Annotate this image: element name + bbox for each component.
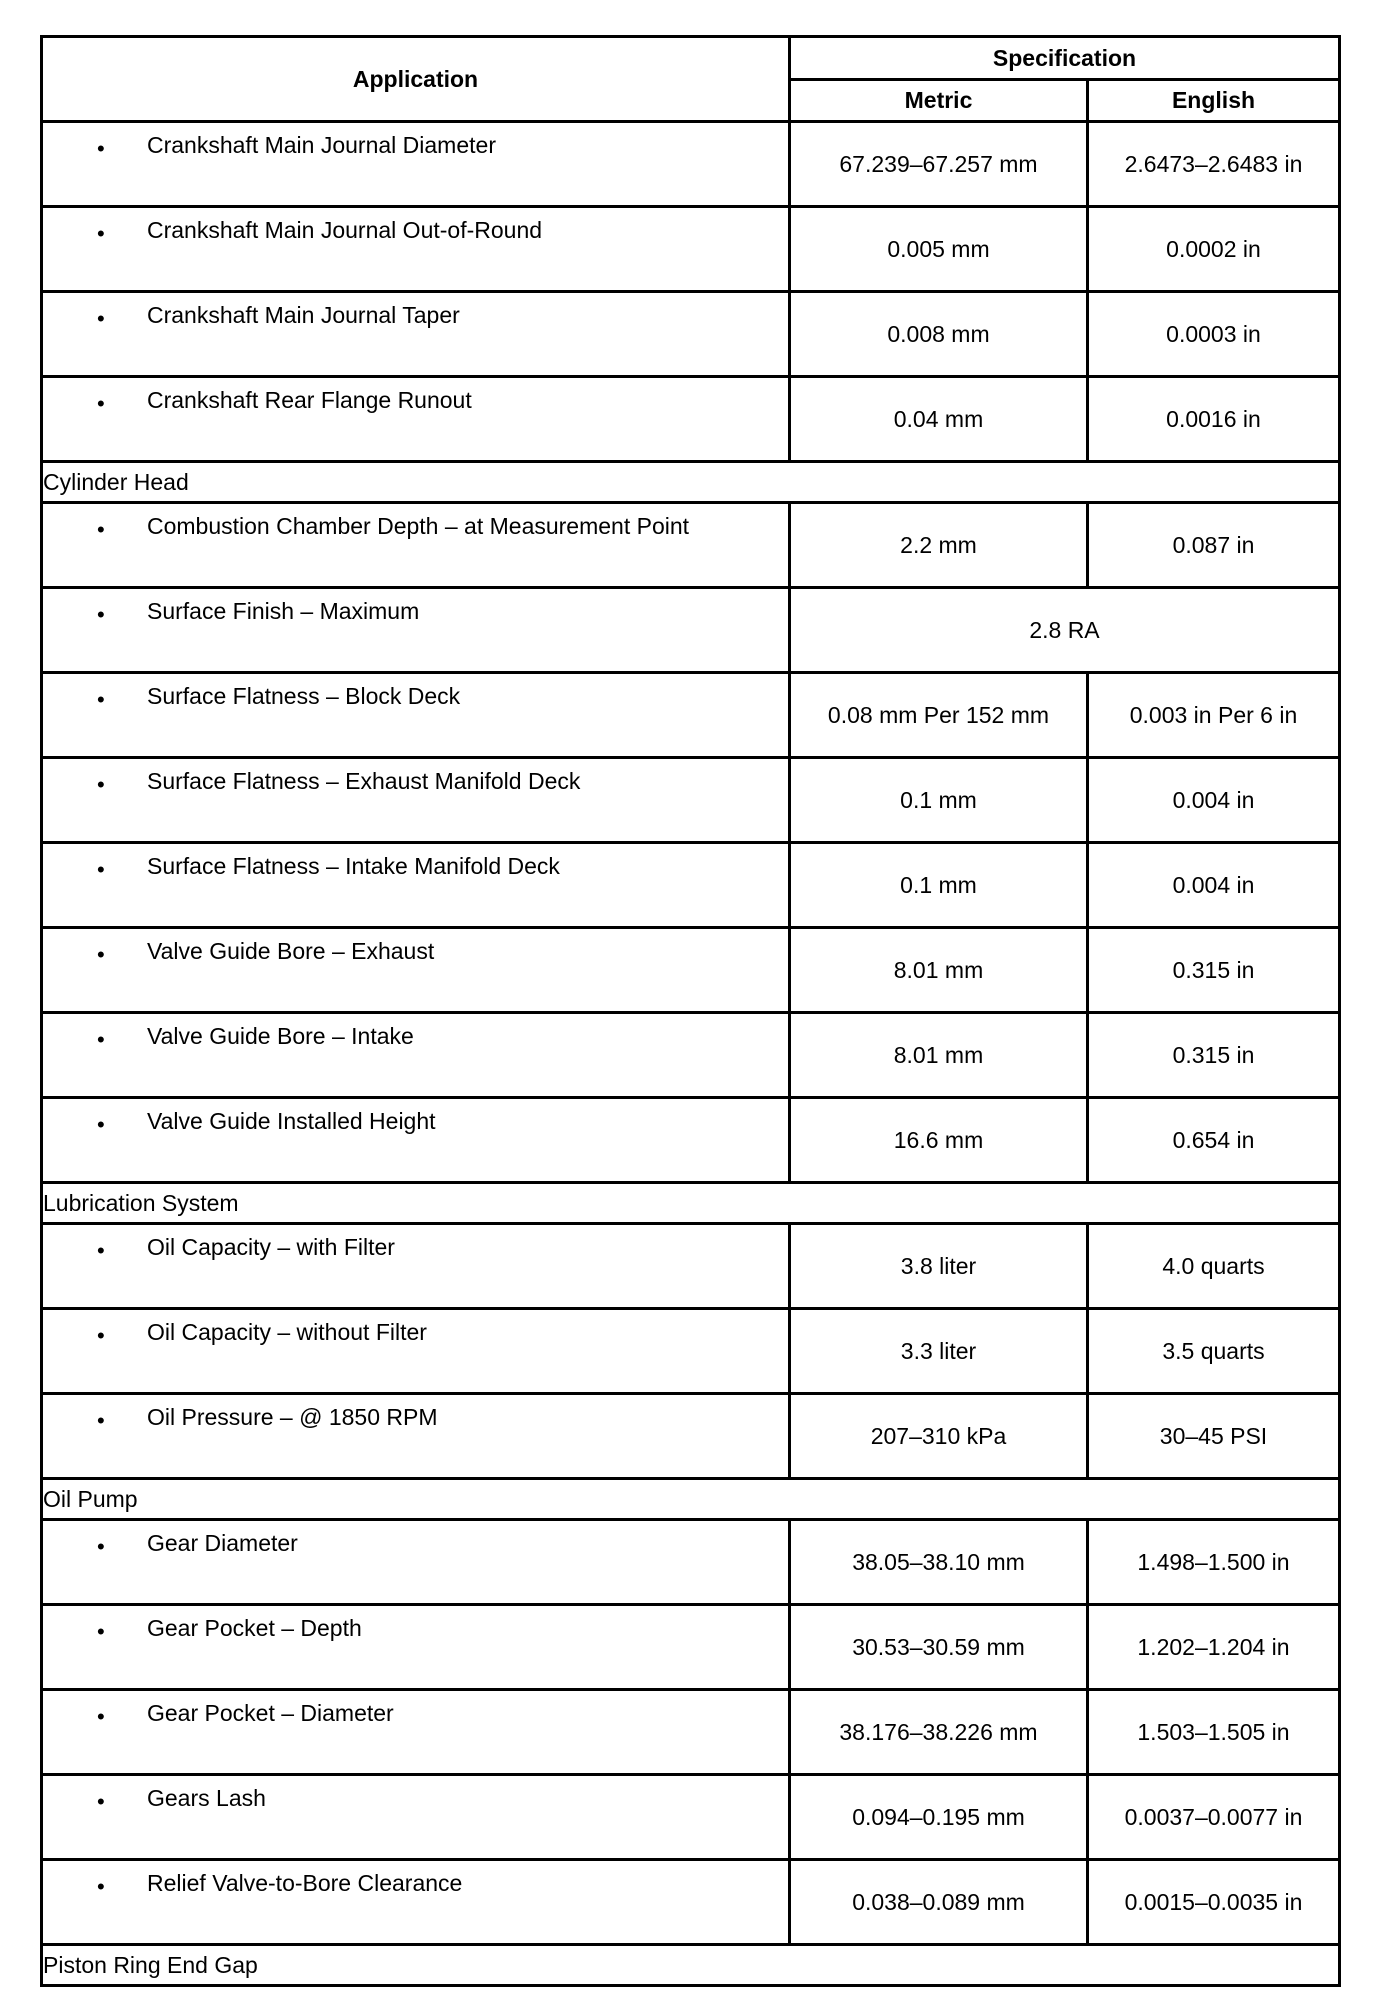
application-label: Crankshaft Main Journal Diameter (147, 132, 496, 158)
section-heading: Oil Pump (42, 1479, 1340, 1520)
table-body (42, 122, 1340, 1986)
table-header (42, 37, 1340, 122)
bullet-icon: • (97, 391, 105, 416)
english-cell: 0.087 in (1088, 503, 1340, 588)
table-row (42, 1860, 1340, 1945)
application-label: Oil Capacity – with Filter (147, 1234, 395, 1260)
table-row (42, 673, 1340, 758)
table-row (42, 1309, 1340, 1394)
table-row (42, 207, 1340, 292)
table-row (42, 1098, 1340, 1183)
bullet-icon: • (97, 942, 105, 967)
application-label: Surface Finish – Maximum (147, 598, 420, 624)
metric-cell: 0.038–0.089 mm (790, 1860, 1088, 1945)
application-cell (42, 292, 790, 377)
english-cell: 3.5 quarts (1088, 1309, 1340, 1394)
english-cell: 0.0037–0.0077 in (1088, 1775, 1340, 1860)
metric-cell: 0.1 mm (790, 758, 1088, 843)
english-cell: 0.315 in (1088, 928, 1340, 1013)
application-cell (42, 1860, 790, 1945)
english-cell: 0.004 in (1088, 758, 1340, 843)
metric-cell: 3.8 liter (790, 1224, 1088, 1309)
bullet-icon: • (97, 306, 105, 331)
english-header: English (1088, 80, 1340, 122)
application-cell (42, 1224, 790, 1309)
bullet-icon: • (97, 1408, 105, 1433)
application-label: Relief Valve-to-Bore Clearance (147, 1870, 463, 1896)
english-cell: 0.0003 in (1088, 292, 1340, 377)
english-cell: 0.0015–0.0035 in (1088, 1860, 1340, 1945)
application-cell (42, 1605, 790, 1690)
metric-cell: 16.6 mm (790, 1098, 1088, 1183)
bullet-icon: • (97, 1704, 105, 1729)
bullet-icon: • (97, 1323, 105, 1348)
table-row (42, 122, 1340, 207)
application-cell (42, 503, 790, 588)
bullet-icon: • (97, 1238, 105, 1263)
table-row (42, 928, 1340, 1013)
table-row (42, 588, 1340, 673)
metric-cell: 8.01 mm (790, 928, 1088, 1013)
english-cell: 4.0 quarts (1088, 1224, 1340, 1309)
table-row (42, 1520, 1340, 1605)
section-heading: Piston Ring End Gap (42, 1945, 1340, 1986)
metric-cell: 38.05–38.10 mm (790, 1520, 1088, 1605)
table-row (42, 1013, 1340, 1098)
table-row (42, 1224, 1340, 1309)
metric-cell: 8.01 mm (790, 1013, 1088, 1098)
application-label: Crankshaft Rear Flange Runout (147, 387, 472, 413)
bullet-icon: • (97, 1619, 105, 1644)
bullet-icon: • (97, 1874, 105, 1899)
section-row (42, 1945, 1340, 1986)
application-label: Oil Pressure – @ 1850 RPM (147, 1404, 438, 1430)
metric-cell: 38.176–38.226 mm (790, 1690, 1088, 1775)
bullet-icon: • (97, 517, 105, 542)
application-label: Gear Diameter (147, 1530, 298, 1556)
application-label: Oil Capacity – without Filter (147, 1319, 427, 1345)
application-label: Valve Guide Installed Height (147, 1108, 436, 1134)
english-cell: 0.654 in (1088, 1098, 1340, 1183)
application-cell (42, 1013, 790, 1098)
application-label: Surface Flatness – Exhaust Manifold Deck (147, 768, 581, 794)
english-cell: 1.202–1.204 in (1088, 1605, 1340, 1690)
bullet-icon: • (97, 1112, 105, 1137)
application-label: Valve Guide Bore – Exhaust (147, 938, 435, 964)
metric-cell: 67.239–67.257 mm (790, 122, 1088, 207)
metric-cell: 0.094–0.195 mm (790, 1775, 1088, 1860)
section-row (42, 1183, 1340, 1224)
application-cell (42, 1690, 790, 1775)
application-label: Valve Guide Bore – Intake (147, 1023, 414, 1049)
application-cell (42, 758, 790, 843)
table-row (42, 503, 1340, 588)
metric-cell: 2.2 mm (790, 503, 1088, 588)
specification-header: Specification (790, 37, 1340, 80)
application-cell (42, 843, 790, 928)
application-label: Gears Lash (147, 1785, 266, 1811)
table-row (42, 1394, 1340, 1479)
metric-cell: 0.08 mm Per 152 mm (790, 673, 1088, 758)
english-cell: 1.498–1.500 in (1088, 1520, 1340, 1605)
table-row (42, 1690, 1340, 1775)
application-cell (42, 122, 790, 207)
bullet-icon: • (97, 136, 105, 161)
application-cell (42, 1309, 790, 1394)
application-label: Crankshaft Main Journal Out-of-Round (147, 217, 543, 243)
metric-cell: 0.008 mm (790, 292, 1088, 377)
english-cell: 0.315 in (1088, 1013, 1340, 1098)
table-row (42, 377, 1340, 462)
english-cell: 2.6473–2.6483 in (1088, 122, 1340, 207)
english-cell: 0.0016 in (1088, 377, 1340, 462)
bullet-icon: • (97, 857, 105, 882)
table-row (42, 843, 1340, 928)
metric-cell: 3.3 liter (790, 1309, 1088, 1394)
application-label: Surface Flatness – Intake Manifold Deck (147, 853, 560, 879)
specification-table (40, 35, 1341, 1987)
application-cell (42, 928, 790, 1013)
english-cell: 30–45 PSI (1088, 1394, 1340, 1479)
bullet-icon: • (97, 687, 105, 712)
english-cell: 0.0002 in (1088, 207, 1340, 292)
table-row (42, 758, 1340, 843)
table-row (42, 292, 1340, 377)
metric-cell: 0.005 mm (790, 207, 1088, 292)
bullet-icon: • (97, 602, 105, 627)
application-cell (42, 1098, 790, 1183)
application-cell (42, 1394, 790, 1479)
metric-cell: 207–310 kPa (790, 1394, 1088, 1479)
metric-header: Metric (790, 80, 1088, 122)
table-row (42, 1605, 1340, 1690)
combined-spec-cell: 2.8 RA (790, 588, 1340, 673)
bullet-icon: • (97, 221, 105, 246)
metric-cell: 30.53–30.59 mm (790, 1605, 1088, 1690)
bullet-icon: • (97, 1789, 105, 1814)
application-cell (42, 1775, 790, 1860)
application-cell (42, 1520, 790, 1605)
section-heading: Lubrication System (42, 1183, 1340, 1224)
section-heading: Cylinder Head (42, 462, 1340, 503)
application-label: Combustion Chamber Depth – at Measurement Point (147, 513, 690, 539)
english-cell: 0.003 in Per 6 in (1088, 673, 1340, 758)
bullet-icon: • (97, 772, 105, 797)
table-row (42, 1775, 1340, 1860)
metric-cell: 0.1 mm (790, 843, 1088, 928)
section-row (42, 462, 1340, 503)
application-label: Gear Pocket – Depth (147, 1615, 362, 1641)
english-cell: 0.004 in (1088, 843, 1340, 928)
application-cell (42, 207, 790, 292)
application-cell (42, 377, 790, 462)
section-row (42, 1479, 1340, 1520)
metric-cell: 0.04 mm (790, 377, 1088, 462)
application-label: Gear Pocket – Diameter (147, 1700, 394, 1726)
application-label: Crankshaft Main Journal Taper (147, 302, 460, 328)
application-cell (42, 673, 790, 758)
application-header: Application (42, 37, 790, 122)
bullet-icon: • (97, 1534, 105, 1559)
english-cell: 1.503–1.505 in (1088, 1690, 1340, 1775)
bullet-icon: • (97, 1027, 105, 1052)
application-cell (42, 588, 790, 673)
application-label: Surface Flatness – Block Deck (147, 683, 461, 709)
